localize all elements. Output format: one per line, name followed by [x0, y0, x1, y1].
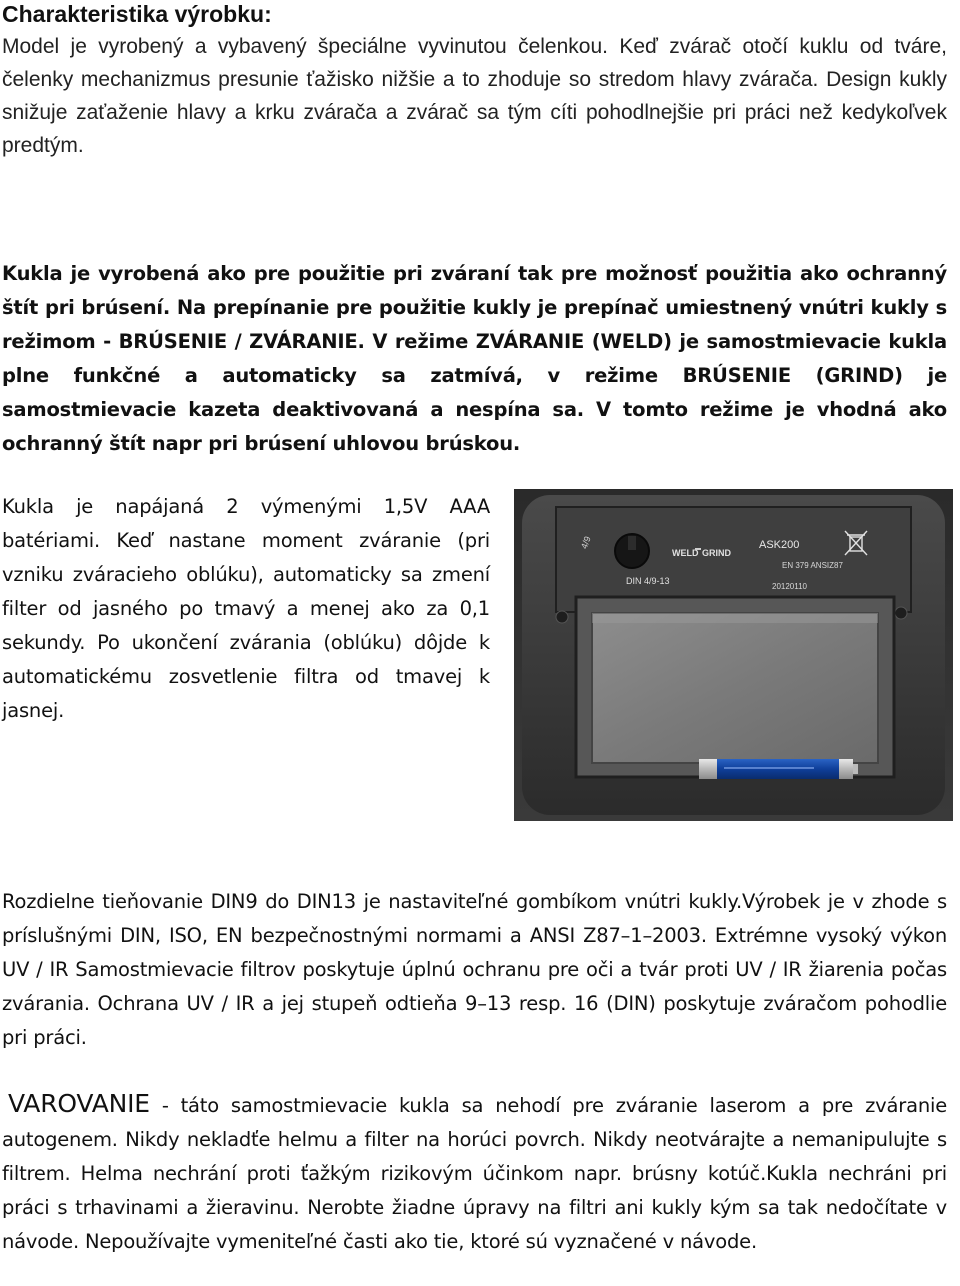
- sensor-icon: [556, 611, 568, 623]
- battery-paragraph: Kukla je napájaná 2 výmenými 1,5V AAA batériami. Keď nastane moment zváranie (pri vzniku zváracieho oblúku), automaticky sa zmení filter od jasného po tmavý a menej ako za 0,1 sekundy. Po ukončení zvárania (oblúku) dôjde k automatickému zosvetlenie filtra od tmavej k jasnej.: [2, 495, 490, 722]
- standards-label: EN 379 ANSIZ87: [782, 561, 843, 570]
- section-heading: Charakteristika výrobku:: [2, 1, 272, 27]
- filter-cartridge-photo: [514, 489, 953, 821]
- intro-paragraph: Model je vyrobený a vybavený špeciálne vyvinutou čelenkou. Keď zvárač otočí kuklu od tváre, čelenky mechanizmus presunie ťažisko nižšie a to zhoduje so stredom hlavy zvárača. Design kukly snižuje zaťaženie hlavy a krku zvárača a zvárač sa tým cíti pohodlnejšie pri práci než kedykoľvek predtým.: [2, 35, 947, 157]
- aaa-battery-icon: [699, 759, 858, 779]
- warning-paragraph: [2, 1087, 947, 1259]
- grind-label: GRIND: [702, 548, 731, 558]
- usage-mode-paragraph: Kukla je vyrobená ako pre použitie pri zváraní tak pre možnosť použitia ako ochranný štít pri brúsení. Na prepínanie pre použitie kukly je prepínač umiestnený vnútri kukly s režimom - BRÚSENIE / ZVÁRANIE. V režime ZVÁRANIE (WELD) je samostmievacie kukla plne funkčné a automaticky sa zatmívá, v režime BRÚSENIE (GRIND) je samostmievacie kazeta deaktivovaná a nespína sa. V tomto režime je vhodná ako ochranný štít napr pri brúsení uhlovou brúskou.: [2, 262, 947, 455]
- sensor-icon: [895, 607, 907, 619]
- model-label: ASK200: [759, 539, 800, 551]
- filter-glass: [592, 613, 878, 763]
- din-label: DIN 4/9-13: [626, 576, 670, 586]
- knob-scale-label: 4/9: [578, 534, 593, 551]
- weld-label: WELD: [672, 548, 699, 558]
- warning-label: VAROVANIE: [8, 1089, 150, 1118]
- date-label: 20120110: [772, 582, 807, 591]
- warning-text: - táto samostmievacie kukla sa nehodí pre zváranie laserom a pre zváranie autogenem. Nikdy nekladťe helmu a filter na horúci povrch. Nikdy neotvárajte a nemanipulujte s filtrem. Helma nechrání proti ťažkým rizikovým účinkom napr. brúsny kotúč.Kukla nechráni pri práci s trhavinami a žieravinu. Nerobte žiadne úpravy na filtri ani kukly kým sa tak nedočítate v návode. Nepoužívajte vymeniteľné časti ako tie, ktoré sú vyznačené v návode.: [2, 1094, 947, 1253]
- shade-standards-paragraph: Rozdielne tieňovanie DIN9 do DIN13 je nastaviteľné gombíkom vnútri kukly.Výrobek je v zhode s príslušnými DIN, ISO, EN bezpečnostnými normami a ANSI Z87–1–2003. Extrémne vysoký výkon UV / IR Samostmievacie filtrov poskytuje úplnú ochranu pre oči a tvár proti UV / IR žiarenia počas zvárania. Ochrana UV / IR a jej stupeň odtieňa 9–13 resp. 16 (DIN) poskytuje zváračom pohodlie pri práci.: [2, 890, 947, 1049]
